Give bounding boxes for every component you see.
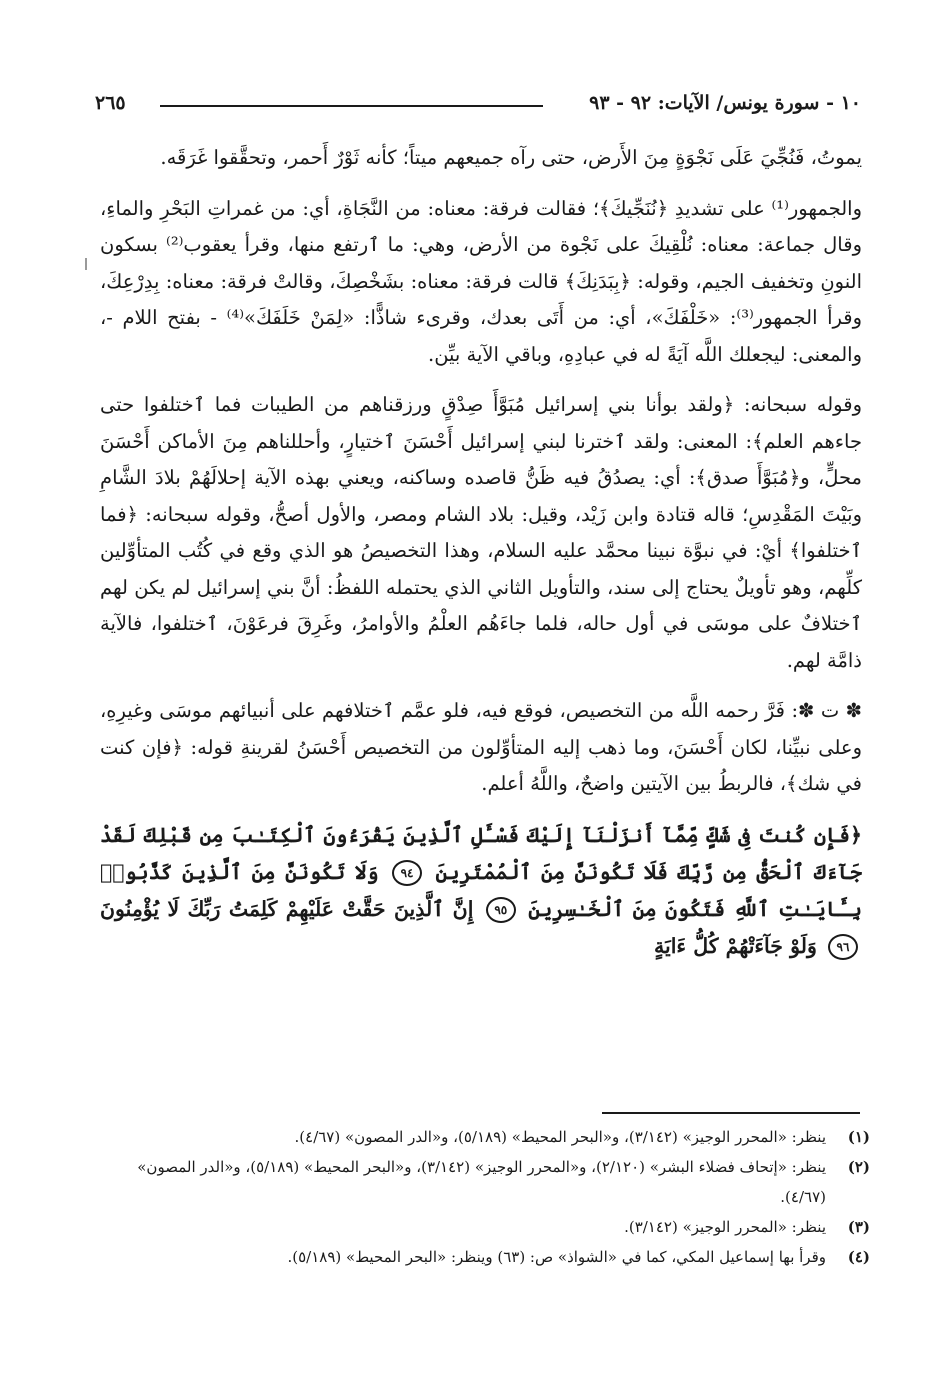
ayah-number-marker: ٩٤ [392,860,422,886]
paragraph-1: يموتُ، فَنُجِّيَ عَلَى نَجْوَةٍ مِنَ الأَرض، حتى رآه جميعهم ميتاً؛ كأنه ثَوْرٌ أَحمر، وتحقَّقوا غَرَقَه. [160,146,862,169]
footnote-2 [100,1152,870,1212]
footnote-3 [100,1212,870,1242]
verse-text-2: وَلَا تَكُونَنَّ مِنَ ٱلَّذِينَ كَذَّبُوا۟ بِـَٔايَـٰتِ ٱللَّهِ فَتَكُونَ مِنَ ٱلْخَـٰسِرِينَ [100,859,863,921]
footnote-number: (١) [847,1128,870,1146]
footnote-text: وقرأ بها إسماعيل المكي، كما في «الشواذ» ص: (٦٣) وينظر: «البحر المحيط» (٥/١٨٩). [287,1248,826,1266]
footnote-number: (٣) [847,1218,870,1236]
footnote-number: (٤) [847,1248,870,1266]
verse-text-3: إِنَّ ٱلَّذِينَ حَقَّتْ عَلَيْهِمْ كَلِمَتُ رَبِّكَ لَا يُؤْمِنُونَ [100,896,474,921]
footnote-rule [602,1112,860,1114]
footnote-1 [100,1122,870,1152]
footnote-text: ينظر: «المحرر الوجيز» (٣/١٤٢). [624,1218,826,1236]
footnote-text: ينظر: «إتحاف فضلاء البشر» (٢/١٢٠)، و«المحرر الوجيز» (٣/١٤٢)، و«البحر المحيط» (٥/١٨٩)، و«الدر المصون» (٤/٦٧). [137,1158,826,1206]
scan-speck [85,258,87,270]
footnotes [100,1122,870,1272]
header-rule [160,105,543,107]
verse-text-4: وَلَوْ جَآءَتْهُمْ كُلُّ ءَايَةٍ [654,933,817,958]
page-header [95,92,861,122]
quran-verses [100,817,862,965]
paragraph-4: ✽ ت ✽: فَرَّ رحمه اللَّه من التخصيص، فوقع فيه، فلو عمَّم ٱختلافهم على أنبيائهم موسَى وغيرِهِ، وعلى نبيِّنا، لكان أَحْسَنَ، وما ذهب إليه المتأوِّلون من التخصيص أَحْسَنُ لقرينةِ قوله: ﴿فإن كنت في شك﴾، فالربطُ بين الآيتين واضحٌ، واللَّهُ أعلم. [100,699,862,795]
running-title: ١٠ - سورة يونس/ الآيات: ٩٢ - ٩٣ [589,92,861,114]
verse-text-1: ﴿فَإِن كُنتَ فِى شَكٍّ مِّمَّآ أَنزَلْنَآ إِلَيْكَ فَسْـَٔلِ ٱلَّذِينَ يَقْرَءُونَ ٱلْكِتَـٰبَ مِن قَبْلِكَ لَقَدْ جَآءَكَ ٱلْحَقُّ مِن رَّبِّكَ فَلَا تَكُونَنَّ مِنَ ٱلْمُمْتَرِينَ [100,822,862,884]
footnote-text: ينظر: «المحرر الوجيز» (٣/١٤٢)، و«البحر المحيط» (٥/١٨٩)، و«الدر المصون» (٤/٦٧). [294,1128,826,1146]
main-text [100,140,862,965]
paragraph-3: وقوله سبحانه: ﴿ولقد بوأنا بني إسرائيل مُبَوَّأَ صِدْقٍ ورزقناهم من الطيبات فما ٱختلفوا حتى جاءهم العلم﴾: المعنى: ولقد ٱخترنا لبني إسرائيل أَحْسَنَ ٱختيارٍ، وأحللناهم مِنَ الأماكن أَحْسَنَ محلٍّ، و﴿مُبَوَّأَ صدق﴾: أي: يصدُقُ فيه ظَنُّ قاصده وساكنه، ويعني بهذه الآية إحلالَهُمْ بلادَ الشَّامِ وبَيْتَ المَقْدِسِ؛ قاله قتادة وابن زَيْد، وقيل: بلاد الشام ومصر، والأول أصحُّ، وقوله سبحانه: ﴿فما ٱختلفوا﴾ أيْ: في نبوَّة نبينا محمَّد عليه السلام، وهذا التخصيصُ هو الذي وقع في كُتُب المتأوِّلين كلِّهم، وهو تأويلٌ يحتاج إلى سند، والتأويل الثاني الذي يحتمله اللفظُ: أنَّ بني إسرائيل لم يكن لهم ٱختلافٌ على موسَى في أول حاله، فلما جاءَهُم العلْمُ والأوامرُ، وغَرِقَ فرعَوْنَ، ٱختلفوا، فالآية ذامَّة لهم. [100,393,862,672]
paragraph-2: والجمهور⁽¹⁾ على تشديدِ ﴿نُنَجِّيكَ﴾؛ فقالت فرقة: معناه: من النَّجَاةِ، أي: من غمراتِ البَحْرِ والماءِ، وقال جماعة: معناه: نُلْقِيكَ على نَجْوة من الأرض، وهي: ما ٱرتفع منها، وقرأ يعقوب⁽²⁾ بسكون النونِ وتخفيف الجيم، وقوله: ﴿بِبَدَنِكَ﴾ قالت فرقة: معناه: بشَخْصِكَ، وقالتْ فرقة: معناه: بِدِرْعِكَ، وقرأ الجمهور⁽³⁾: «خَلْفَكَ»، أي: من أَتَى بعدك، وقرىء شاذًّا: «لِمَنْ خَلَفَكَ»⁽⁴⁾ - بفتح اللام -، والمعنى: ليجعلك اللَّه آيَةً له في عبادِهِ، وباقي الآية بيِّن. [100,196,862,366]
page-number: ٢٦٥ [95,92,126,114]
footnote-4 [100,1242,870,1272]
ayah-number-marker: ٩٦ [828,934,858,960]
ayah-number-marker: ٩٥ [486,897,516,923]
footnote-number: (٢) [847,1158,870,1176]
